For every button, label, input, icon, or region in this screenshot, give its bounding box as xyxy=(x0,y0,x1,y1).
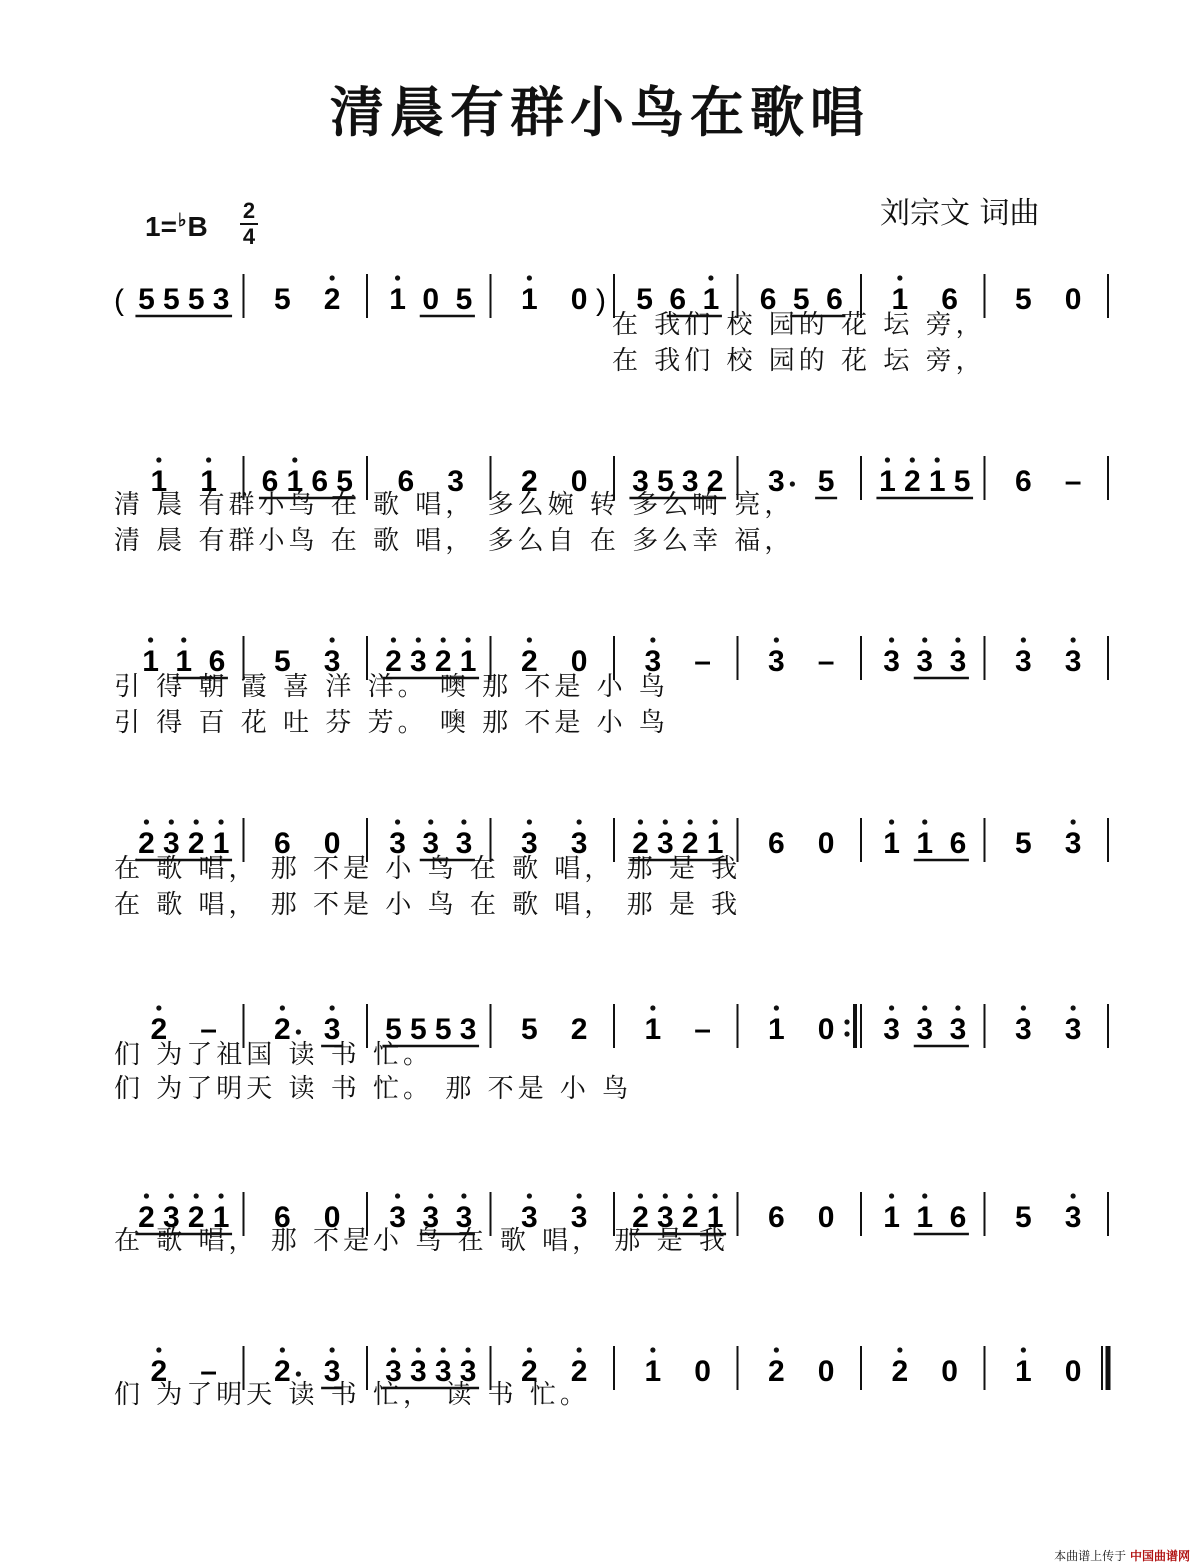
note: 0 xyxy=(817,1201,835,1234)
note: 0 xyxy=(817,827,835,860)
high-octave-dot xyxy=(144,819,149,824)
high-octave-dot xyxy=(955,637,960,642)
note: – xyxy=(1064,465,1082,498)
high-octave-dot xyxy=(897,1347,902,1352)
note: – xyxy=(694,1013,711,1046)
note: 6 xyxy=(397,465,415,498)
note: 3 xyxy=(212,283,230,316)
note: 6 xyxy=(669,283,687,316)
footer-brand: 中国曲谱网 xyxy=(1129,1549,1190,1563)
high-octave-dot xyxy=(663,1193,668,1198)
footer-prefix: 本曲谱上传于 xyxy=(1054,1549,1127,1563)
note: 3 xyxy=(883,1013,900,1046)
flat-sign: ♭ xyxy=(177,210,187,230)
note: 0 xyxy=(422,283,440,316)
note: 2 xyxy=(323,283,341,316)
note: 2 xyxy=(521,465,538,498)
augmentation-dot xyxy=(296,1371,301,1376)
high-octave-dot xyxy=(708,275,713,280)
note: 3 xyxy=(768,645,785,678)
note: 2 xyxy=(385,645,402,678)
lyric-line: 们 为了明天 读 书 忙， 读 书 忙。 xyxy=(114,1380,590,1410)
high-octave-dot xyxy=(416,637,421,642)
note: 5 xyxy=(817,465,835,498)
note: 1 xyxy=(459,645,477,678)
meter-top: 2 xyxy=(242,198,256,223)
lyric-line: 在 歌 唱， 那 不是 小 鸟 在 歌 唱， 那 是 我 xyxy=(114,890,742,920)
note: 5 xyxy=(274,645,291,678)
note: 5 xyxy=(434,1013,452,1046)
note: 1 xyxy=(916,1201,934,1234)
note: 0 xyxy=(941,1355,958,1388)
note: 3 xyxy=(656,827,674,860)
lyric-line: 引 得 百 花 吐 芬 芳。 噢 那 不是 小 鸟 xyxy=(114,708,669,738)
note: 3 xyxy=(409,1355,427,1388)
note: 1 xyxy=(706,827,724,860)
note: 1 xyxy=(1015,1355,1032,1388)
note: 1 xyxy=(175,645,193,678)
high-octave-dot xyxy=(885,457,890,462)
note: 0 xyxy=(323,827,341,860)
note: 3 xyxy=(455,1201,473,1234)
high-octave-dot xyxy=(218,1193,223,1198)
high-octave-dot xyxy=(428,1193,433,1198)
note: 5 xyxy=(1015,1201,1032,1234)
note: 5 xyxy=(636,283,653,316)
note: 1 xyxy=(891,283,909,316)
note: 5 xyxy=(521,1013,538,1046)
repeat-dot xyxy=(844,1019,849,1024)
note: – xyxy=(817,645,835,678)
note: 2 xyxy=(274,1355,291,1388)
note: – xyxy=(694,645,711,678)
note: 5 xyxy=(1015,283,1032,316)
high-octave-dot xyxy=(416,1347,421,1352)
note: 2 xyxy=(434,645,452,678)
high-octave-dot xyxy=(1021,1347,1026,1352)
high-octave-dot xyxy=(774,637,779,642)
high-octave-dot xyxy=(206,457,211,462)
high-octave-dot xyxy=(148,637,153,642)
note: 3 xyxy=(422,1201,440,1234)
note: 1 xyxy=(768,1013,785,1046)
note: 1 xyxy=(644,1355,662,1388)
augmentation-dot xyxy=(296,1029,301,1034)
note: 2 xyxy=(150,1013,168,1046)
note: 1 xyxy=(286,465,304,498)
note: 1 xyxy=(928,465,946,498)
note: 3 xyxy=(916,1013,934,1046)
note: 2 xyxy=(632,827,649,860)
note: 3 xyxy=(162,1201,180,1234)
note: 3 xyxy=(323,645,341,678)
high-octave-dot xyxy=(169,819,174,824)
high-octave-dot xyxy=(577,819,582,824)
high-octave-dot xyxy=(280,1347,285,1352)
note: 3 xyxy=(1064,827,1082,860)
high-octave-dot xyxy=(1021,637,1026,642)
high-octave-dot xyxy=(774,1005,779,1010)
note: 2 xyxy=(138,1201,155,1234)
note: 1 xyxy=(883,827,900,860)
high-octave-dot xyxy=(889,819,894,824)
lyric-line: 引 得 朝 霞 喜 洋 洋。 噢 那 不是 小 鸟 xyxy=(114,672,669,702)
lyric-line: 们 为了明天 读 书 忙。 那 不是 小 鸟 xyxy=(114,1074,633,1104)
note: 3 xyxy=(422,827,440,860)
note: 6 xyxy=(1015,465,1032,498)
lyric-line: 们 为了祖国 读 书 忙。 xyxy=(114,1040,434,1070)
note: 3 xyxy=(521,1201,538,1234)
high-octave-dot xyxy=(663,819,668,824)
note: 3 xyxy=(570,1201,588,1234)
note: 3 xyxy=(459,1013,477,1046)
high-octave-dot xyxy=(889,1005,894,1010)
note: 0 xyxy=(570,465,588,498)
high-octave-dot xyxy=(156,1347,161,1352)
note: 5 xyxy=(274,283,291,316)
lyric-line: 清 晨 有群小鸟 在 歌 唱， 多么自 在 多么幸 福， xyxy=(114,526,795,556)
note: 2 xyxy=(521,1355,538,1388)
note: 2 xyxy=(681,1201,699,1234)
lyric-line: 在 歌 唱， 那 不是 小 鸟 在 歌 唱， 那 是 我 xyxy=(114,854,742,884)
high-octave-dot xyxy=(395,1193,400,1198)
high-octave-dot xyxy=(527,819,532,824)
high-octave-dot xyxy=(922,1005,927,1010)
note: 5 xyxy=(138,283,155,316)
note: 3 xyxy=(162,827,180,860)
high-octave-dot xyxy=(465,1347,470,1352)
open-paren: ( xyxy=(114,284,124,317)
high-octave-dot xyxy=(1071,1005,1076,1010)
meter-bottom: 4 xyxy=(242,224,256,249)
note: 3 xyxy=(323,1355,341,1388)
high-octave-dot xyxy=(330,275,335,280)
note: 3 xyxy=(632,465,649,498)
note: 1 xyxy=(706,1201,724,1234)
high-octave-dot xyxy=(1021,1005,1026,1010)
high-octave-dot xyxy=(218,819,223,824)
note: 1 xyxy=(883,1201,900,1234)
high-octave-dot xyxy=(395,275,400,280)
high-octave-dot xyxy=(774,1347,779,1352)
high-octave-dot xyxy=(441,1347,446,1352)
high-octave-dot xyxy=(461,1193,466,1198)
note: 1 xyxy=(142,645,159,678)
high-octave-dot xyxy=(922,1193,927,1198)
note: 2 xyxy=(706,465,724,498)
augmentation-dot xyxy=(790,481,795,486)
note: 2 xyxy=(138,827,155,860)
note: 6 xyxy=(274,1201,291,1234)
note: 3 xyxy=(681,465,699,498)
note: 1 xyxy=(389,283,406,316)
note: 2 xyxy=(187,827,205,860)
note: 6 xyxy=(759,283,777,316)
note: 5 xyxy=(409,1013,427,1046)
author-credit: 刘宗文 词曲 xyxy=(880,196,1040,231)
high-octave-dot xyxy=(461,819,466,824)
note: 3 xyxy=(409,645,427,678)
high-octave-dot xyxy=(638,819,643,824)
high-octave-dot xyxy=(889,637,894,642)
high-octave-dot xyxy=(156,1005,161,1010)
high-octave-dot xyxy=(156,457,161,462)
high-octave-dot xyxy=(922,819,927,824)
high-octave-dot xyxy=(441,637,446,642)
note: 3 xyxy=(1064,645,1082,678)
note: 0 xyxy=(323,1201,341,1234)
note: 3 xyxy=(644,645,662,678)
high-octave-dot xyxy=(194,819,199,824)
key-note: B xyxy=(187,211,208,242)
note: 3 xyxy=(385,1355,402,1388)
high-octave-dot xyxy=(688,1193,693,1198)
note: 2 xyxy=(570,1013,588,1046)
lyric-line: 在 歌 唱， 那 不是小 鸟 在 歌 唱， 那 是 我 xyxy=(114,1226,729,1256)
note: 3 xyxy=(570,827,588,860)
note: 3 xyxy=(768,465,785,498)
note: 1 xyxy=(200,465,217,498)
note: 1 xyxy=(212,1201,230,1234)
lyric-line: 清 晨 有群小鸟 在 歌 唱， 多么婉 转 多么响 亮， xyxy=(114,490,795,520)
note: 3 xyxy=(883,645,900,678)
note: 3 xyxy=(389,1201,406,1234)
note: 3 xyxy=(447,465,464,498)
high-octave-dot xyxy=(712,819,717,824)
high-octave-dot xyxy=(280,1005,285,1010)
note: 2 xyxy=(891,1355,909,1388)
lyric-line: 在 我们 校 园的 花 坛 旁， xyxy=(612,346,986,376)
high-octave-dot xyxy=(144,1193,149,1198)
high-octave-dot xyxy=(391,637,396,642)
high-octave-dot xyxy=(465,637,470,642)
note: 3 xyxy=(1064,1201,1082,1234)
note: 2 xyxy=(150,1355,168,1388)
high-octave-dot xyxy=(712,1193,717,1198)
note: 5 xyxy=(336,465,353,498)
note: 2 xyxy=(632,1201,649,1234)
note: 6 xyxy=(768,827,785,860)
note: 0 xyxy=(694,1355,711,1388)
note: 1 xyxy=(521,283,538,316)
note: 5 xyxy=(953,465,971,498)
high-octave-dot xyxy=(897,275,902,280)
note: 0 xyxy=(570,645,588,678)
note: 3 xyxy=(949,645,967,678)
note: 1 xyxy=(916,827,934,860)
high-octave-dot xyxy=(527,1193,532,1198)
high-octave-dot xyxy=(330,1347,335,1352)
note: 0 xyxy=(1064,283,1082,316)
high-octave-dot xyxy=(391,1347,396,1352)
note: 2 xyxy=(570,1355,588,1388)
high-octave-dot xyxy=(688,819,693,824)
note: 0 xyxy=(817,1013,835,1046)
note: 6 xyxy=(949,827,967,860)
note: 3 xyxy=(1015,645,1032,678)
high-octave-dot xyxy=(889,1193,894,1198)
note: 6 xyxy=(826,283,843,316)
note: 2 xyxy=(187,1201,205,1234)
note: 1 xyxy=(879,465,896,498)
note: 3 xyxy=(656,1201,674,1234)
note: – xyxy=(200,1013,217,1046)
note: 3 xyxy=(455,827,473,860)
note: 0 xyxy=(1064,1355,1082,1388)
note: 5 xyxy=(162,283,180,316)
high-octave-dot xyxy=(650,637,655,642)
high-octave-dot xyxy=(169,1193,174,1198)
note: 2 xyxy=(903,465,921,498)
high-octave-dot xyxy=(577,1347,582,1352)
note: 6 xyxy=(311,465,329,498)
note: 3 xyxy=(459,1355,477,1388)
high-octave-dot xyxy=(194,1193,199,1198)
key-prefix: 1= xyxy=(145,211,177,242)
note: 6 xyxy=(941,283,958,316)
high-octave-dot xyxy=(181,637,186,642)
high-octave-dot xyxy=(527,275,532,280)
high-octave-dot xyxy=(650,1005,655,1010)
close-paren: ) xyxy=(596,284,606,317)
high-octave-dot xyxy=(292,457,297,462)
high-octave-dot xyxy=(1071,637,1076,642)
note: 2 xyxy=(681,827,699,860)
note: 5 xyxy=(455,283,473,316)
note: 0 xyxy=(570,283,588,316)
high-octave-dot xyxy=(527,1347,532,1352)
song-title: 清晨有群小鸟在歌唱 xyxy=(330,80,870,144)
note: 2 xyxy=(521,645,538,678)
note: 3 xyxy=(434,1355,452,1388)
note: – xyxy=(200,1355,217,1388)
note: 1 xyxy=(212,827,230,860)
high-octave-dot xyxy=(935,457,940,462)
high-octave-dot xyxy=(910,457,915,462)
footer-watermark xyxy=(1054,1547,1190,1564)
high-octave-dot xyxy=(638,1193,643,1198)
note: 6 xyxy=(949,1201,967,1234)
note: 5 xyxy=(1015,827,1032,860)
note: 6 xyxy=(274,827,291,860)
note: 3 xyxy=(521,827,538,860)
high-octave-dot xyxy=(527,637,532,642)
high-octave-dot xyxy=(1071,819,1076,824)
note: 3 xyxy=(916,645,934,678)
note: 2 xyxy=(768,1355,785,1388)
high-octave-dot xyxy=(428,819,433,824)
repeat-dot xyxy=(844,1031,849,1036)
high-octave-dot xyxy=(395,819,400,824)
note: 1 xyxy=(150,465,168,498)
note: 1 xyxy=(644,1013,662,1046)
note: 6 xyxy=(261,465,279,498)
high-octave-dot xyxy=(650,1347,655,1352)
note: 6 xyxy=(208,645,226,678)
note: 5 xyxy=(792,283,810,316)
high-octave-dot xyxy=(330,1005,335,1010)
note: 5 xyxy=(187,283,205,316)
note: 6 xyxy=(768,1201,785,1234)
note: 2 xyxy=(274,1013,291,1046)
high-octave-dot xyxy=(577,1193,582,1198)
note: 3 xyxy=(323,1013,341,1046)
note: 3 xyxy=(1015,1013,1032,1046)
note: 3 xyxy=(949,1013,967,1046)
note: 3 xyxy=(389,827,406,860)
note: 1 xyxy=(702,283,720,316)
high-octave-dot xyxy=(1071,1193,1076,1198)
lyric-line: 在 我们 校 园的 花 坛 旁， xyxy=(612,310,986,340)
note: 3 xyxy=(1064,1013,1082,1046)
note: 5 xyxy=(385,1013,402,1046)
high-octave-dot xyxy=(922,637,927,642)
note: 0 xyxy=(817,1355,835,1388)
note: 5 xyxy=(656,465,674,498)
high-octave-dot xyxy=(330,637,335,642)
high-octave-dot xyxy=(955,1005,960,1010)
